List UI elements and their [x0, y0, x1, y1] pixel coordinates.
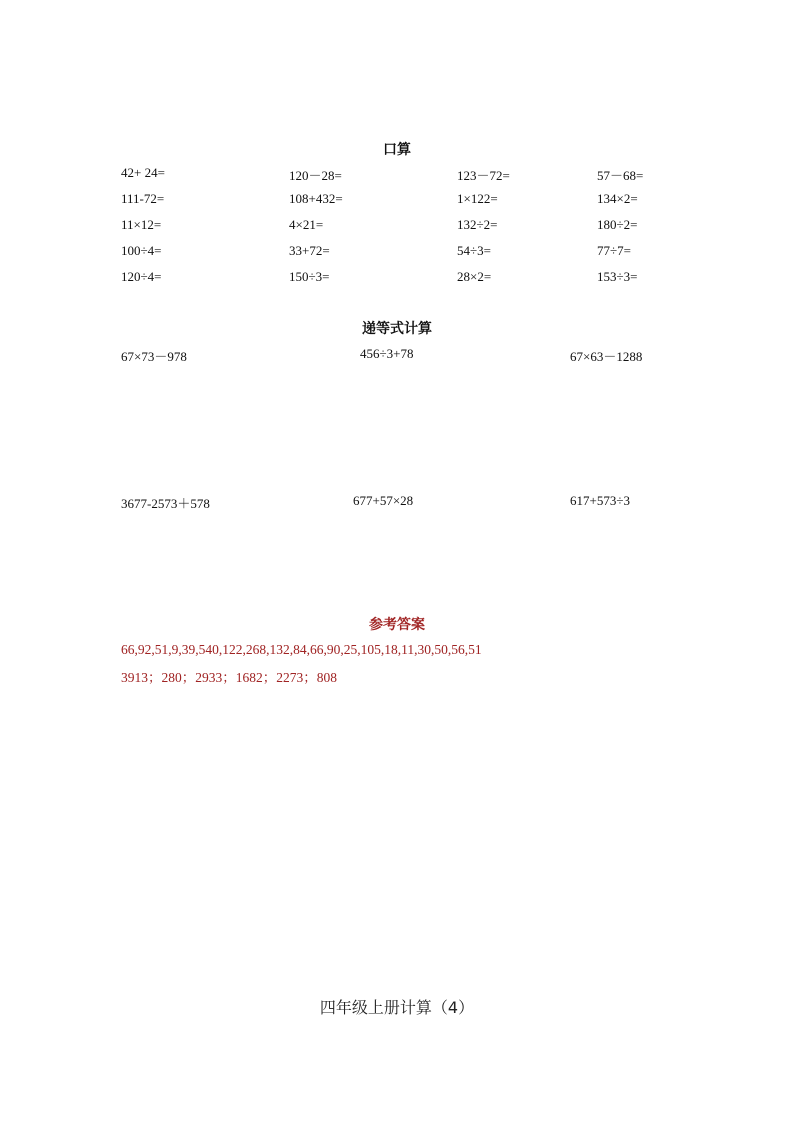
answer-title: 参考答案 — [369, 617, 425, 633]
step-calc-title: 递等式计算 — [362, 321, 432, 337]
step-expression: 677+57×28 — [353, 493, 414, 508]
oral-problem: 33+72= — [289, 243, 330, 258]
page-footer-title: 四年级上册计算（4） — [319, 998, 475, 1017]
oral-problem: 57－68= — [597, 168, 644, 183]
oral-problem: 1×122= — [457, 191, 498, 206]
oral-problem: 28×2= — [457, 269, 492, 284]
step-expression: 67×63－1288 — [570, 349, 643, 364]
oral-problem: 4×21= — [289, 217, 324, 232]
step-expression: 67×73－978 — [121, 349, 187, 364]
oral-problem: 132÷2= — [457, 217, 498, 232]
step-expression: 617+573÷3 — [570, 493, 630, 508]
oral-problem: 150÷3= — [289, 269, 330, 284]
answer-line-step: 3913；280；2933；1682；2273；808 — [121, 670, 337, 685]
oral-problem: 77÷7= — [597, 243, 631, 258]
oral-problem: 54÷3= — [457, 243, 491, 258]
oral-problem: 120÷4= — [121, 269, 162, 284]
oral-problem: 120－28= — [289, 168, 342, 183]
answer-line-oral: 66,92,51,9,39,540,122,268,132,84,66,90,25,105,18,11,30,50,56,51 — [121, 642, 482, 657]
step-expression: 3677-2573＋578 — [121, 496, 210, 511]
oral-problem: 180÷2= — [597, 217, 638, 232]
oral-calc-title: 口算 — [383, 142, 411, 158]
oral-problem: 134×2= — [597, 191, 638, 206]
oral-problem: 153÷3= — [597, 269, 638, 284]
step-expression: 456÷3+78 — [360, 346, 414, 361]
oral-problem: 100÷4= — [121, 243, 162, 258]
oral-problem: 108+432= — [289, 191, 343, 206]
oral-problem: 123－72= — [457, 168, 510, 183]
oral-problem: 111-72= — [121, 191, 165, 206]
oral-problem: 42+ 24= — [121, 165, 165, 180]
oral-problem: 11×12= — [121, 217, 162, 232]
